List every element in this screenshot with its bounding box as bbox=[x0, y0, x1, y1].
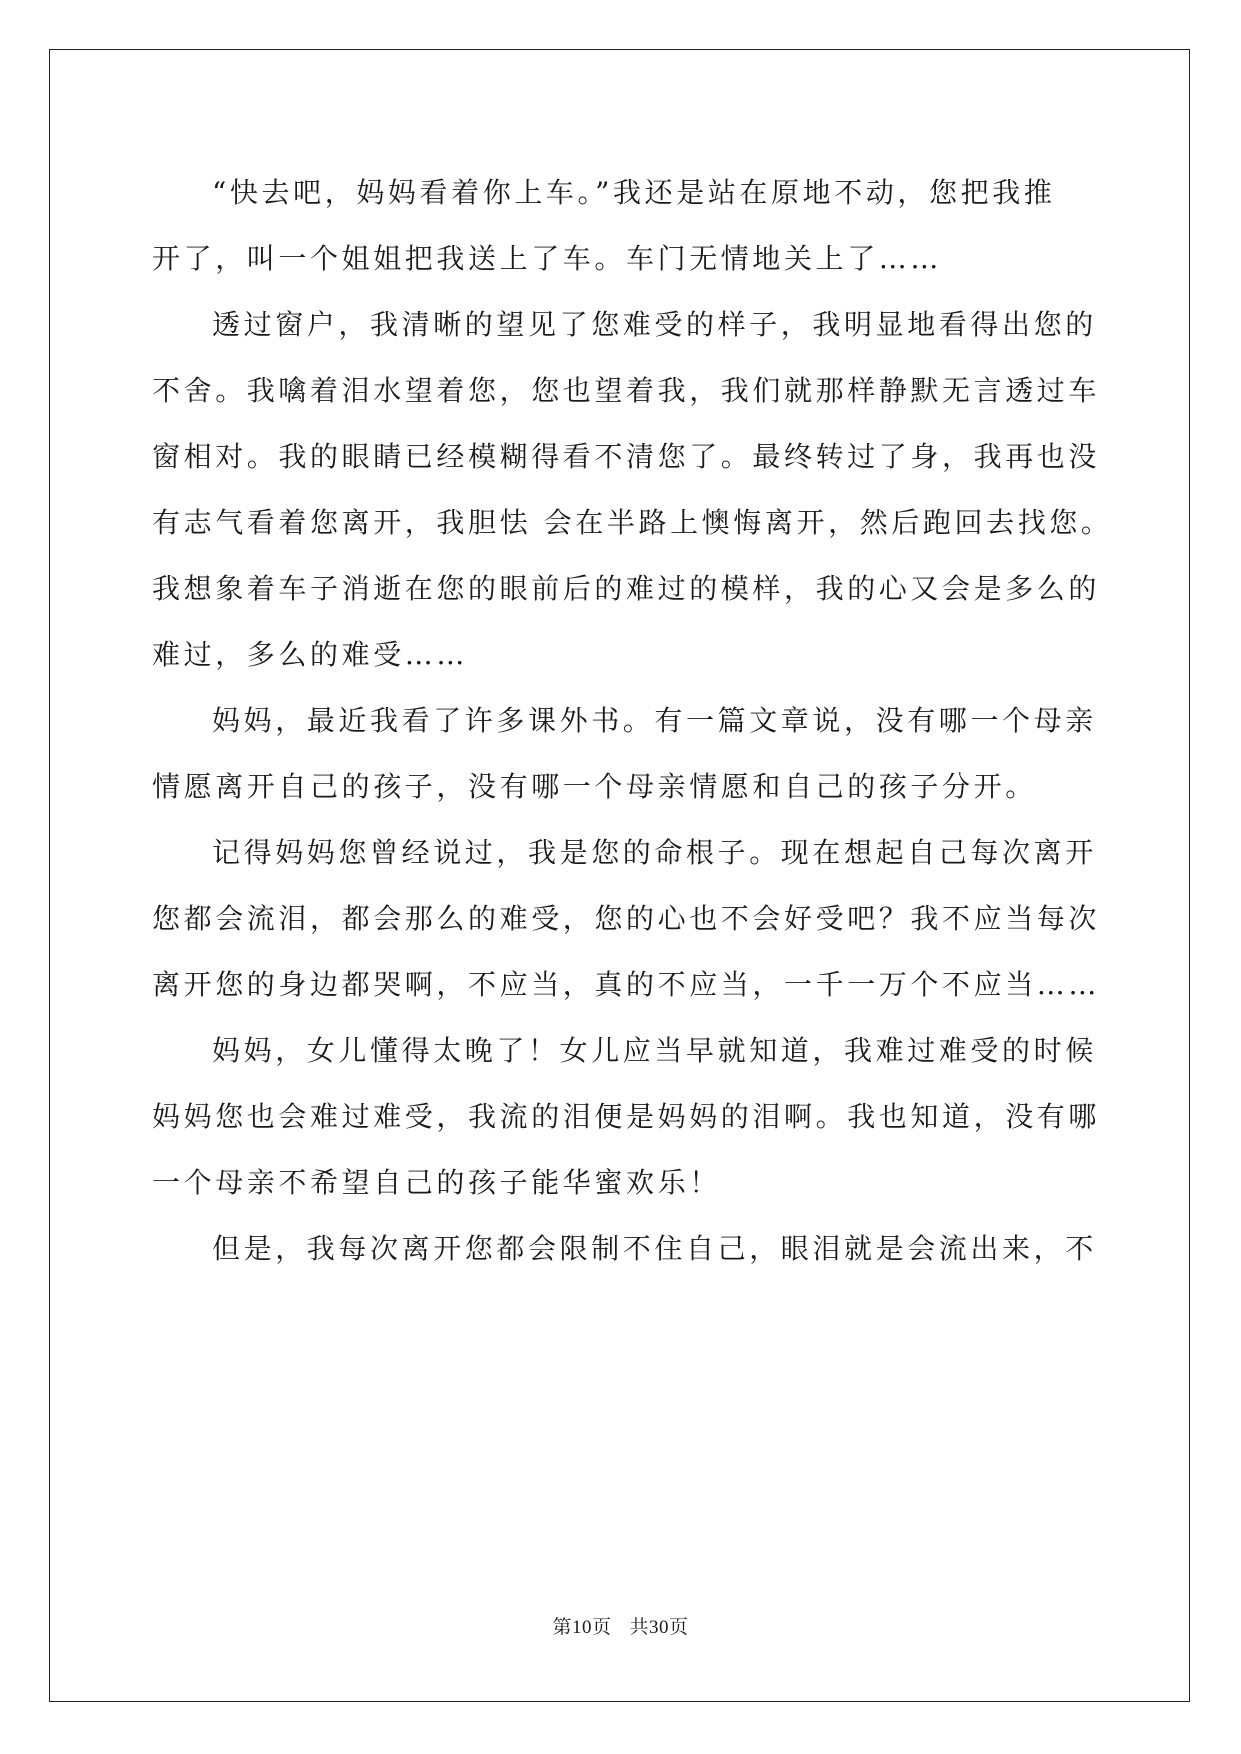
text-line: 我想象着车子消逝在您的眼前后的难过的模样，我的心又会是多么的 bbox=[152, 572, 1101, 605]
text-line: 妈妈，女儿懂得太晚了！女儿应当早就知道，我难过难受的时候 bbox=[212, 1034, 1097, 1067]
page-number: 第10页 bbox=[552, 1617, 612, 1638]
text-line: 难过，多么的难受…… bbox=[152, 638, 469, 671]
text-line: 透过窗户，我清晰的望见了您难受的样子，我明显地看得出您的 bbox=[212, 308, 1097, 341]
text-line: 妈妈，最近我看了许多课外书。有一篇文章说，没有哪一个母亲 bbox=[212, 704, 1097, 737]
text-line: 一个母亲不希望自己的孩子能华蜜欢乐！ bbox=[152, 1166, 721, 1199]
text-line: “快去吧，妈妈看着你上车。”我还是站在原地不动，您把我推 bbox=[212, 176, 1056, 209]
text-line: 有志气看着您离开，我胆怯 会在半路上懊悔离开，然后跑回去找您。 bbox=[152, 506, 1113, 539]
page-total: 共30页 bbox=[629, 1617, 689, 1638]
text-line: 您都会流泪，都会那么的难受，您的心也不会好受吧？我不应当每次 bbox=[152, 902, 1101, 935]
text-line: 开了，叫一个姐姐把我送上了车。车门无情地关上了…… bbox=[152, 242, 943, 275]
text-line: 记得妈妈您曾经说过，我是您的命根子。现在想起自己每次离开 bbox=[212, 836, 1097, 869]
text-line: 妈妈您也会难过难受，我流的泪便是妈妈的泪啊。我也知道，没有哪 bbox=[152, 1100, 1101, 1133]
text-line: 但是，我每次离开您都会限制不住自己，眼泪就是会流出来，不 bbox=[212, 1232, 1097, 1265]
text-line: 不舍。我噙着泪水望着您，您也望着我，我们就那样静默无言透过车 bbox=[152, 374, 1101, 407]
text-line: 窗相对。我的眼睛已经模糊得看不清您了。最终转过了身，我再也没 bbox=[152, 440, 1101, 473]
text-line: 离开您的身边都哭啊，不应当，真的不应当，一千一万个不应当…… bbox=[152, 968, 1101, 1001]
page-footer bbox=[0, 1612, 1241, 1639]
text-line: 情愿离开自己的孩子，没有哪一个母亲情愿和自己的孩子分开。 bbox=[152, 770, 1037, 803]
document-body bbox=[152, 160, 1113, 1282]
